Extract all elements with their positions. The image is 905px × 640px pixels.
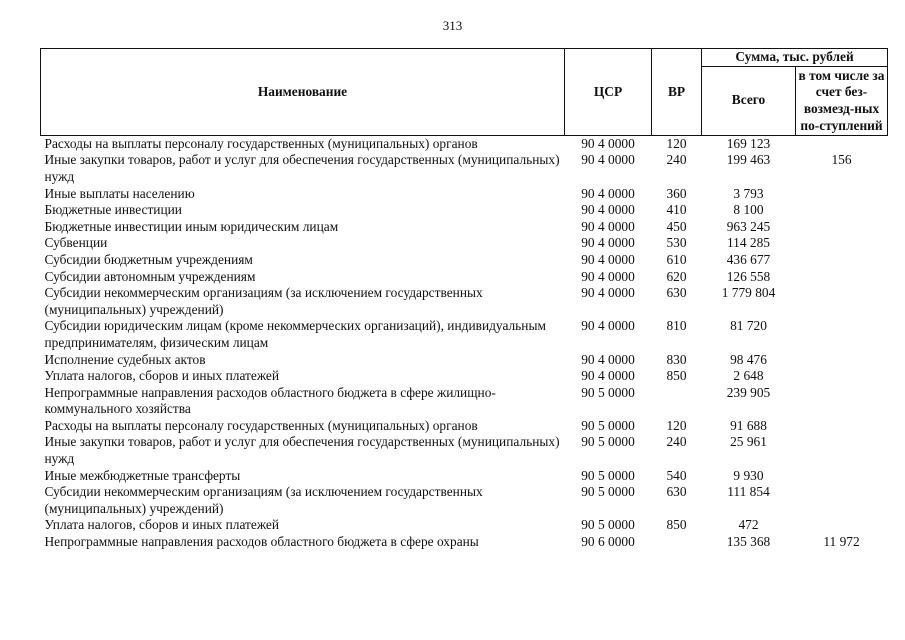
- row-csr: 90 5 0000: [581, 417, 635, 433]
- row-vr: 850: [666, 368, 687, 384]
- row-csr: 90 4 0000: [581, 235, 635, 251]
- row-name: Иные закупки товаров, работ и услуг для обеспечения государственных (муниципальных) нужд: [44, 434, 560, 467]
- row-name: Субсидии некоммерческим организациям (за исключением государственных (муниципальных) учреждений): [44, 484, 483, 516]
- row-csr: 90 4 0000: [581, 185, 635, 201]
- row-name: Непрограммные направления расходов областного бюджета в сфере жилищно-коммунального хозяйства: [44, 384, 496, 417]
- row-total: 1 779 804: [721, 285, 776, 301]
- row-csr: 90 4 0000: [581, 318, 635, 334]
- row-csr: 90 4 0000: [581, 268, 635, 284]
- row-name: Расходы на выплаты персоналу государственных (муниципальных) органов: [44, 135, 478, 151]
- row-csr: 90 5 0000: [581, 467, 635, 483]
- header-total: Всего: [702, 66, 796, 135]
- row-name: Уплата налогов, сборов и иных платежей: [44, 517, 280, 533]
- row-total: 114 285: [726, 235, 771, 251]
- row-free-total: [796, 434, 888, 467]
- row-total: 126 558: [726, 268, 771, 284]
- table-row: [41, 269, 888, 286]
- row-name: Субсидии некоммерческим организациям (за исключением государственных (муниципальных) учреждений): [44, 285, 483, 317]
- row-total: 135 368: [726, 534, 771, 550]
- row-vr: [652, 385, 702, 418]
- table-row: [41, 484, 888, 517]
- row-vr: 610: [666, 251, 687, 267]
- row-total: 91 688: [730, 417, 767, 433]
- row-csr: 90 5 0000: [581, 384, 635, 400]
- row-free-total: [796, 352, 888, 369]
- row-free-total: [796, 135, 888, 152]
- row-csr: 90 6 0000: [581, 534, 635, 550]
- table-row: [41, 135, 888, 152]
- budget-table: [40, 48, 888, 551]
- table-body: [41, 135, 888, 550]
- table-row: [41, 368, 888, 385]
- row-total: 2 648: [733, 368, 764, 384]
- row-total: 111 854: [727, 484, 770, 500]
- row-csr: 90 4 0000: [581, 285, 635, 301]
- row-free-total: [796, 385, 888, 418]
- row-vr: 120: [666, 417, 687, 433]
- row-name: Бюджетные инвестиции иным юридическим лицам: [44, 218, 339, 234]
- table-row: [41, 517, 888, 534]
- row-csr: 90 4 0000: [581, 152, 635, 168]
- row-vr: 410: [666, 202, 687, 218]
- row-total: 199 463: [726, 152, 771, 168]
- row-total: 239 905: [726, 384, 771, 400]
- row-vr: 240: [666, 434, 687, 450]
- row-vr: 360: [666, 185, 687, 201]
- row-free-total: [796, 484, 888, 517]
- row-name: Субсидии юридическим лицам (кроме некоммерческих организаций), индивидуальным предпринимателям, физическим лицам: [44, 318, 546, 350]
- header-sum-group: Сумма, тыс. рублей: [702, 49, 888, 67]
- row-free-total: [796, 186, 888, 203]
- row-total: 8 100: [733, 202, 764, 218]
- row-vr: 830: [666, 351, 687, 367]
- table-row: [41, 468, 888, 485]
- row-free-total: [796, 418, 888, 435]
- row-total: 3 793: [733, 185, 764, 201]
- row-free-total: [796, 318, 888, 351]
- table-row: [41, 434, 888, 467]
- header-incl-free: в том числе за счет без-возмезд-ных по-ступлений: [796, 66, 888, 135]
- row-csr: 90 5 0000: [581, 434, 635, 450]
- row-name: Бюджетные инвестиции: [44, 202, 182, 218]
- row-total: 9 930: [733, 467, 764, 483]
- row-vr: 450: [666, 218, 687, 234]
- header-vr: ВР: [652, 49, 702, 136]
- table-row: [41, 152, 888, 185]
- row-total: 169 123: [726, 135, 771, 151]
- row-name: Расходы на выплаты персоналу государственных (муниципальных) органов: [44, 417, 478, 433]
- table-row: [41, 202, 888, 219]
- row-total: 472: [738, 517, 759, 533]
- row-csr: 90 4 0000: [581, 218, 635, 234]
- row-name: Иные выплаты населению: [44, 185, 195, 201]
- row-csr: 90 4 0000: [581, 351, 635, 367]
- row-csr: 90 4 0000: [581, 202, 635, 218]
- header-name: Наименование: [41, 49, 565, 136]
- row-vr: 240: [666, 152, 687, 168]
- row-name: Иные закупки товаров, работ и услуг для обеспечения государственных (муниципальных) нужд: [44, 152, 560, 184]
- header-csr: ЦСР: [565, 49, 652, 136]
- table-row: [41, 219, 888, 236]
- table-row: [41, 252, 888, 269]
- row-vr: 810: [666, 318, 687, 334]
- row-free-total: [796, 368, 888, 385]
- row-free-total: [796, 252, 888, 269]
- row-free-total: [796, 285, 888, 318]
- row-free-total: 11 972: [823, 534, 860, 550]
- row-name: Субсидии бюджетным учреждениям: [44, 251, 253, 267]
- row-csr: 90 4 0000: [581, 135, 635, 151]
- row-total: 25 961: [730, 434, 767, 450]
- row-total: 963 245: [726, 218, 771, 234]
- table-row: [41, 352, 888, 369]
- page-number: 313: [442, 18, 463, 33]
- row-free-total: [796, 269, 888, 286]
- row-csr: 90 5 0000: [581, 484, 635, 500]
- row-vr: 850: [666, 517, 687, 533]
- row-free-total: [796, 468, 888, 485]
- table-row: [41, 385, 888, 418]
- row-csr: 90 5 0000: [581, 517, 635, 533]
- row-total: 98 476: [730, 351, 767, 367]
- row-vr: 120: [666, 135, 687, 151]
- table-header: [41, 49, 888, 136]
- row-vr: 630: [666, 484, 687, 500]
- table-row: [41, 534, 888, 551]
- row-free-total: [796, 202, 888, 219]
- row-free-total: 156: [831, 152, 852, 168]
- table-row: [41, 186, 888, 203]
- table-row: [41, 235, 888, 252]
- row-free-total: [796, 235, 888, 252]
- row-name: Субвенции: [44, 235, 108, 251]
- row-vr: 630: [666, 285, 687, 301]
- row-csr: 90 4 0000: [581, 368, 635, 384]
- row-free-total: [796, 219, 888, 236]
- row-vr: 620: [666, 268, 687, 284]
- row-csr: 90 4 0000: [581, 251, 635, 267]
- row-name: Непрограммные направления расходов областного бюджета в сфере охраны: [44, 534, 479, 550]
- row-total: 436 677: [726, 251, 771, 267]
- row-total: 81 720: [730, 318, 767, 334]
- table-row: [41, 318, 888, 351]
- row-name: Субсидии автономным учреждениям: [44, 268, 256, 284]
- row-name: Уплата налогов, сборов и иных платежей: [44, 368, 280, 384]
- row-free-total: [796, 517, 888, 534]
- row-vr: 530: [666, 235, 687, 251]
- row-vr: [652, 534, 702, 551]
- row-vr: 540: [666, 467, 687, 483]
- table-row: [41, 285, 888, 318]
- table-row: [41, 418, 888, 435]
- row-name: Исполнение судебных актов: [44, 351, 206, 367]
- row-name: Иные межбюджетные трансферты: [44, 467, 241, 483]
